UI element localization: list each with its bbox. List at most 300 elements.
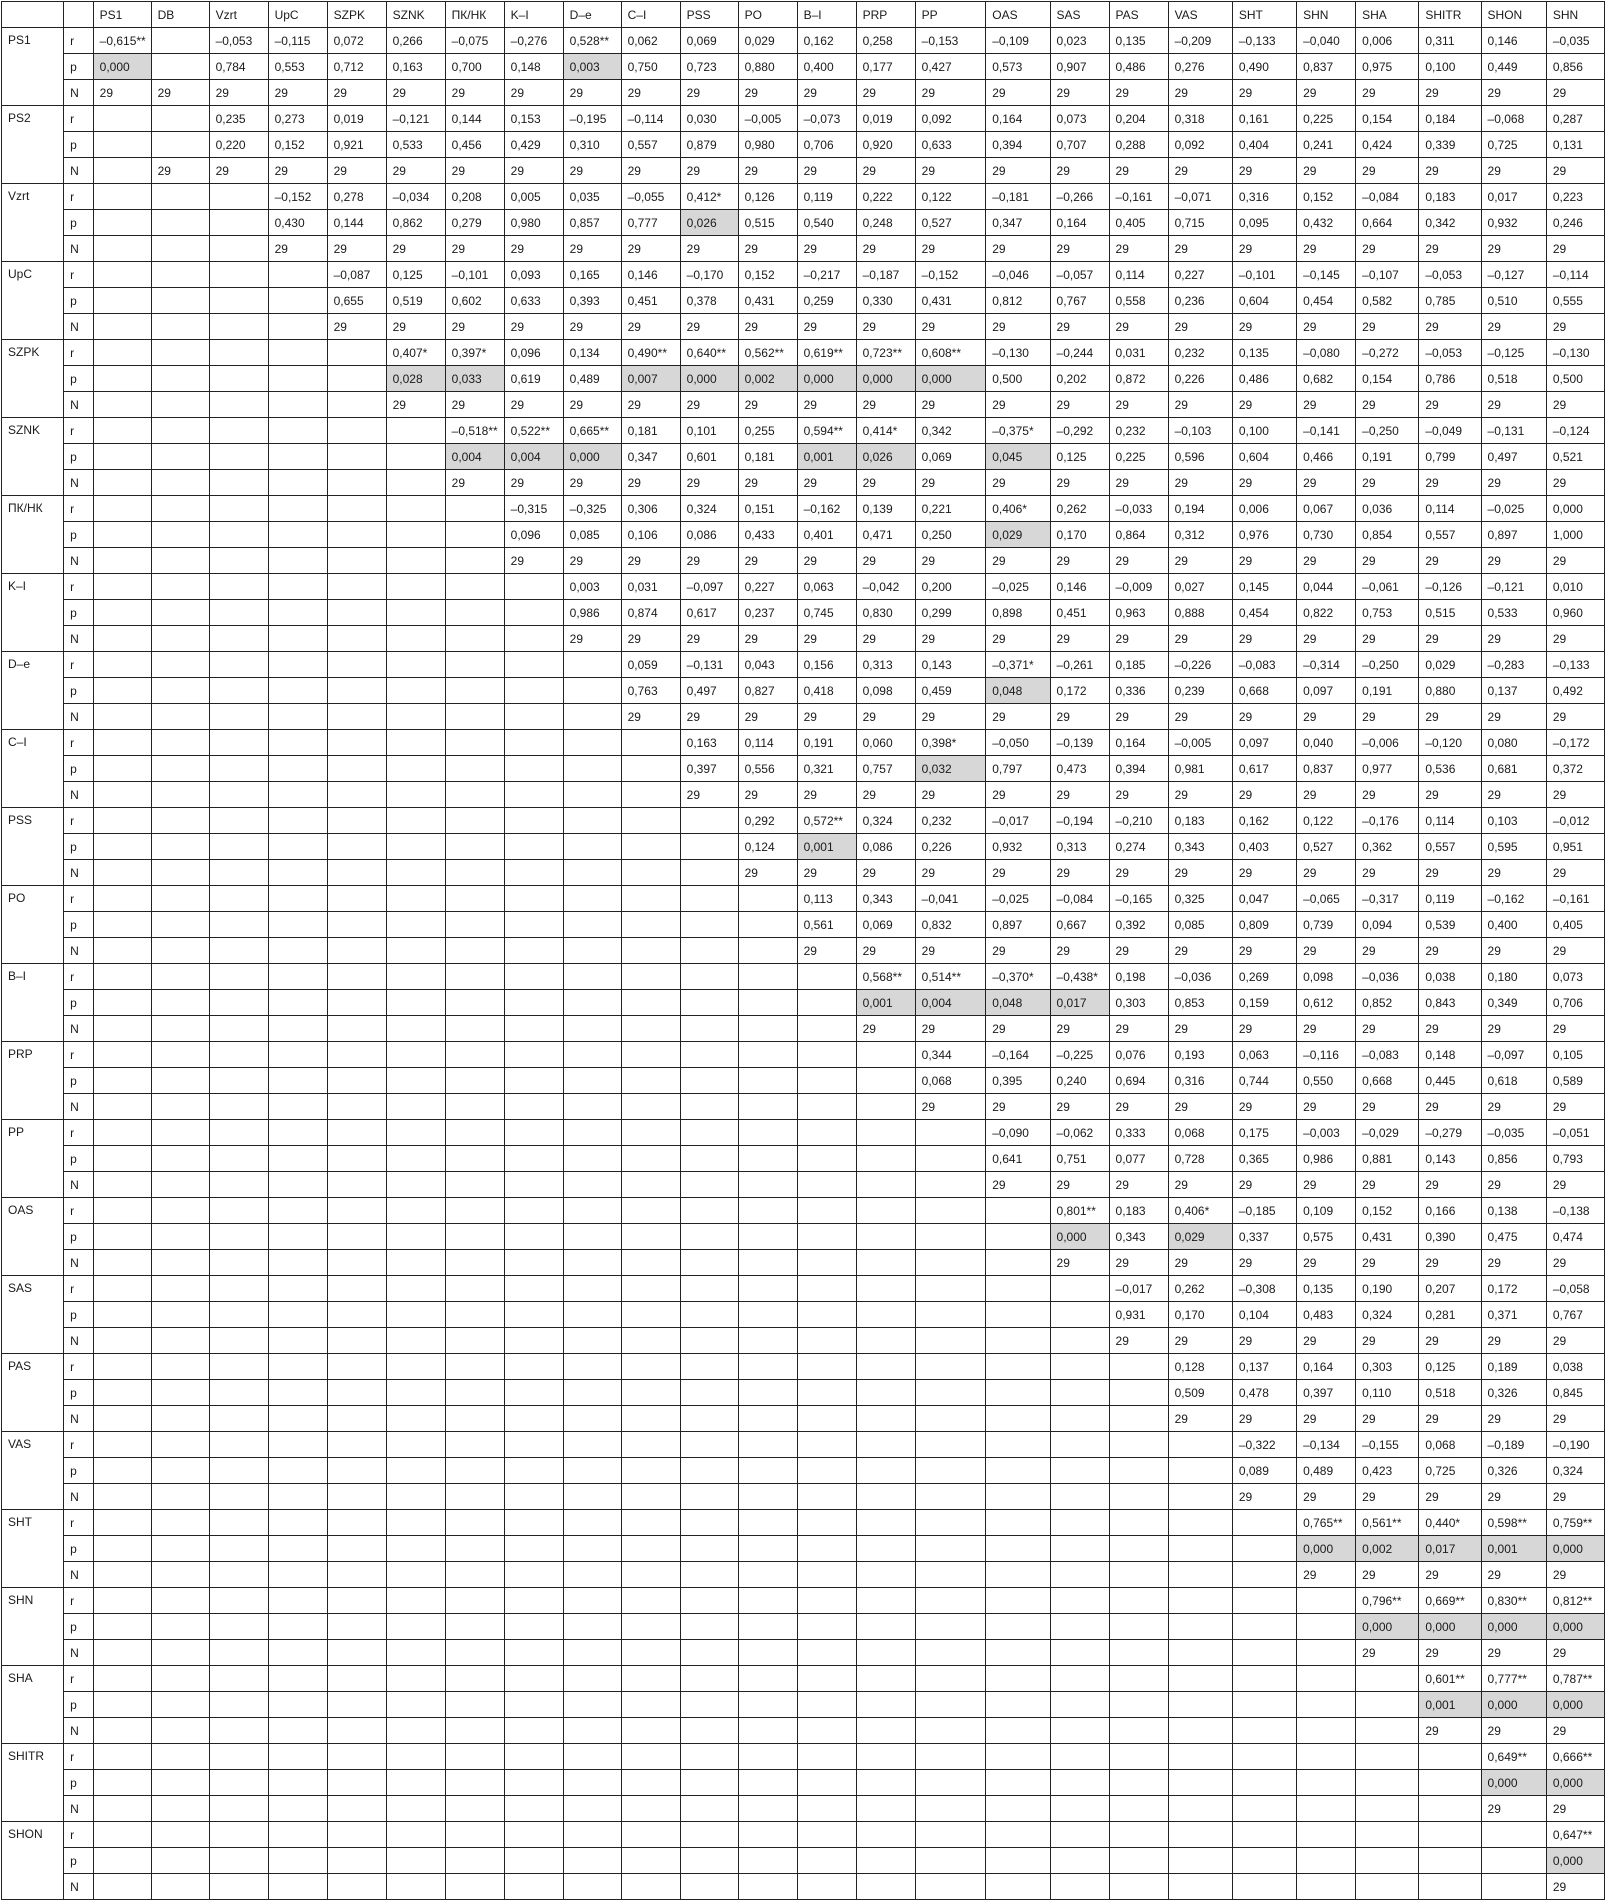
stat-type-label: p bbox=[64, 1614, 94, 1640]
value-cell bbox=[268, 1796, 327, 1822]
value-cell: 0,550 bbox=[1297, 1068, 1356, 1094]
value-cell: 0,343 bbox=[1109, 1224, 1168, 1250]
variable-label: Vzrt bbox=[2, 184, 64, 262]
value-cell bbox=[209, 1796, 268, 1822]
value-cell bbox=[504, 1250, 563, 1276]
value-cell: 0,641 bbox=[986, 1146, 1050, 1172]
value-cell: 0,522** bbox=[504, 418, 563, 444]
value-cell bbox=[856, 1276, 915, 1302]
value-cell bbox=[797, 1328, 856, 1354]
table-row bbox=[2, 1172, 1605, 1198]
value-cell bbox=[563, 1692, 621, 1718]
value-cell: 0,198 bbox=[1109, 964, 1168, 990]
value-cell bbox=[1109, 1588, 1168, 1614]
stat-type-label: N bbox=[64, 548, 94, 574]
variable-label: C–I bbox=[2, 730, 64, 808]
value-cell bbox=[1050, 1614, 1109, 1640]
value-cell bbox=[563, 730, 621, 756]
value-cell bbox=[797, 1094, 856, 1120]
value-cell bbox=[445, 626, 504, 652]
column-header: Vzrt bbox=[209, 2, 268, 28]
value-cell bbox=[445, 1718, 504, 1744]
value-cell: 0,063 bbox=[1232, 1042, 1296, 1068]
value-cell: 0,086 bbox=[856, 834, 915, 860]
value-cell bbox=[327, 808, 386, 834]
value-cell bbox=[1109, 1796, 1168, 1822]
value-cell bbox=[986, 1276, 1050, 1302]
value-cell bbox=[151, 1276, 209, 1302]
value-cell bbox=[209, 210, 268, 236]
value-cell bbox=[445, 522, 504, 548]
stat-type-label: r bbox=[64, 1042, 94, 1068]
value-cell bbox=[445, 860, 504, 886]
value-cell bbox=[563, 886, 621, 912]
value-cell bbox=[445, 730, 504, 756]
value-cell: –0,115 bbox=[268, 28, 327, 54]
value-cell: 0,004 bbox=[445, 444, 504, 470]
value-cell bbox=[209, 912, 268, 938]
value-cell: 29 bbox=[856, 704, 915, 730]
value-cell bbox=[327, 1120, 386, 1146]
value-cell: 0,492 bbox=[1546, 678, 1604, 704]
value-cell bbox=[797, 1484, 856, 1510]
value-cell: 29 bbox=[1419, 1172, 1481, 1198]
value-cell: –0,139 bbox=[1050, 730, 1109, 756]
value-cell: 29 bbox=[1050, 938, 1109, 964]
value-cell: 0,700 bbox=[445, 54, 504, 80]
value-cell bbox=[209, 1484, 268, 1510]
value-cell: 29 bbox=[327, 158, 386, 184]
value-cell bbox=[445, 1458, 504, 1484]
value-cell: 29 bbox=[327, 236, 386, 262]
value-cell bbox=[93, 392, 151, 418]
value-cell bbox=[621, 1692, 680, 1718]
value-cell: 29 bbox=[856, 470, 915, 496]
value-cell bbox=[856, 1770, 915, 1796]
value-cell: 0,048 bbox=[986, 678, 1050, 704]
value-cell: 29 bbox=[797, 548, 856, 574]
value-cell: 0,274 bbox=[1109, 834, 1168, 860]
table-row bbox=[2, 1458, 1605, 1484]
table-row bbox=[2, 418, 1605, 444]
value-cell bbox=[93, 1718, 151, 1744]
value-cell: –0,181 bbox=[986, 184, 1050, 210]
value-cell: 0,594** bbox=[797, 418, 856, 444]
value-cell: 29 bbox=[386, 392, 445, 418]
value-cell: 0,536 bbox=[1419, 756, 1481, 782]
value-cell bbox=[386, 990, 445, 1016]
stat-type-label: p bbox=[64, 990, 94, 1016]
value-cell: 0,707 bbox=[1050, 132, 1109, 158]
value-cell: 0,069 bbox=[680, 28, 738, 54]
value-cell: 29 bbox=[1109, 704, 1168, 730]
value-cell bbox=[1232, 1666, 1296, 1692]
value-cell bbox=[1168, 1484, 1232, 1510]
value-cell bbox=[986, 1432, 1050, 1458]
value-cell bbox=[504, 678, 563, 704]
value-cell: 0,777** bbox=[1481, 1666, 1546, 1692]
value-cell bbox=[680, 1094, 738, 1120]
value-cell bbox=[327, 1874, 386, 1900]
value-cell bbox=[386, 1224, 445, 1250]
value-cell: 0,617 bbox=[1232, 756, 1296, 782]
value-cell: 29 bbox=[563, 392, 621, 418]
value-cell: 29 bbox=[621, 80, 680, 106]
value-cell: 29 bbox=[797, 314, 856, 340]
value-cell: 0,097 bbox=[1232, 730, 1296, 756]
value-cell: 0,036 bbox=[1356, 496, 1419, 522]
value-cell: 0,750 bbox=[621, 54, 680, 80]
stat-type-label: p bbox=[64, 756, 94, 782]
value-cell: 29 bbox=[1356, 1484, 1419, 1510]
value-cell: 29 bbox=[797, 860, 856, 886]
value-cell: 29 bbox=[1297, 1484, 1356, 1510]
value-cell: 0,047 bbox=[1232, 886, 1296, 912]
value-cell bbox=[209, 1432, 268, 1458]
value-cell bbox=[986, 1380, 1050, 1406]
value-cell: –0,121 bbox=[1481, 574, 1546, 600]
table-row bbox=[2, 678, 1605, 704]
stat-type-label: r bbox=[64, 1276, 94, 1302]
value-cell bbox=[386, 496, 445, 522]
value-cell: 29 bbox=[1109, 1172, 1168, 1198]
value-cell: 0,515 bbox=[738, 210, 797, 236]
value-cell: 29 bbox=[1232, 470, 1296, 496]
value-cell: 29 bbox=[797, 938, 856, 964]
value-cell bbox=[563, 1146, 621, 1172]
value-cell: 0,134 bbox=[563, 340, 621, 366]
value-cell: –0,041 bbox=[915, 886, 986, 912]
value-cell bbox=[93, 236, 151, 262]
value-cell: 29 bbox=[1419, 1250, 1481, 1276]
value-cell bbox=[738, 886, 797, 912]
value-cell: 29 bbox=[1232, 1016, 1296, 1042]
value-cell bbox=[386, 1406, 445, 1432]
value-cell: 29 bbox=[1297, 1094, 1356, 1120]
value-cell: –0,017 bbox=[986, 808, 1050, 834]
value-cell: 29 bbox=[1297, 938, 1356, 964]
value-cell: 0,509 bbox=[1168, 1380, 1232, 1406]
value-cell bbox=[504, 1328, 563, 1354]
value-cell bbox=[327, 756, 386, 782]
value-cell: –0,141 bbox=[1297, 418, 1356, 444]
value-cell: –0,279 bbox=[1419, 1120, 1481, 1146]
value-cell bbox=[151, 886, 209, 912]
value-cell bbox=[621, 1510, 680, 1536]
value-cell bbox=[1168, 1614, 1232, 1640]
value-cell: –0,133 bbox=[1232, 28, 1296, 54]
value-cell bbox=[856, 1146, 915, 1172]
value-cell: 29 bbox=[986, 80, 1050, 106]
value-cell bbox=[386, 1484, 445, 1510]
value-cell: 29 bbox=[1419, 548, 1481, 574]
value-cell bbox=[738, 1770, 797, 1796]
value-cell: 29 bbox=[621, 158, 680, 184]
value-cell bbox=[1109, 1406, 1168, 1432]
value-cell bbox=[1356, 1770, 1419, 1796]
value-cell: 0,292 bbox=[738, 808, 797, 834]
value-cell bbox=[327, 860, 386, 886]
stat-type-label: r bbox=[64, 1510, 94, 1536]
value-cell: 0,000 bbox=[680, 366, 738, 392]
value-cell: –0,152 bbox=[268, 184, 327, 210]
value-cell bbox=[1050, 1692, 1109, 1718]
value-cell bbox=[386, 1016, 445, 1042]
value-cell: 29 bbox=[1546, 782, 1604, 808]
value-cell bbox=[563, 1770, 621, 1796]
value-cell bbox=[621, 1562, 680, 1588]
value-cell: 0,342 bbox=[1419, 210, 1481, 236]
value-cell: 0,095 bbox=[1232, 210, 1296, 236]
value-cell: 0,633 bbox=[504, 288, 563, 314]
table-row bbox=[2, 496, 1605, 522]
value-cell: 0,038 bbox=[1546, 1354, 1604, 1380]
table-row bbox=[2, 1302, 1605, 1328]
value-cell bbox=[504, 1744, 563, 1770]
value-cell bbox=[268, 782, 327, 808]
value-cell: 0,170 bbox=[1050, 522, 1109, 548]
stat-type-label: N bbox=[64, 1250, 94, 1276]
value-cell bbox=[563, 1432, 621, 1458]
value-cell: 0,069 bbox=[856, 912, 915, 938]
value-cell bbox=[1168, 1796, 1232, 1822]
value-cell bbox=[563, 1666, 621, 1692]
value-cell bbox=[93, 704, 151, 730]
value-cell bbox=[621, 1536, 680, 1562]
value-cell: 29 bbox=[915, 314, 986, 340]
value-cell: 0,561** bbox=[1356, 1510, 1419, 1536]
value-cell: –0,025 bbox=[1481, 496, 1546, 522]
value-cell: 0,872 bbox=[1109, 366, 1168, 392]
value-cell: 29 bbox=[1356, 782, 1419, 808]
value-cell: 0,152 bbox=[1356, 1198, 1419, 1224]
value-cell: 29 bbox=[1546, 1874, 1604, 1900]
value-cell bbox=[386, 912, 445, 938]
value-cell: 0,017 bbox=[1481, 184, 1546, 210]
stat-type-label: r bbox=[64, 652, 94, 678]
value-cell bbox=[504, 912, 563, 938]
value-cell bbox=[504, 1588, 563, 1614]
value-cell: 0,471 bbox=[856, 522, 915, 548]
value-cell bbox=[1356, 1822, 1419, 1848]
value-cell bbox=[386, 730, 445, 756]
value-cell bbox=[986, 1822, 1050, 1848]
value-cell bbox=[738, 1354, 797, 1380]
value-cell bbox=[268, 1250, 327, 1276]
value-cell bbox=[1109, 1874, 1168, 1900]
column-header: ПК/НК bbox=[445, 2, 504, 28]
value-cell bbox=[93, 1172, 151, 1198]
table-row bbox=[2, 444, 1605, 470]
value-cell bbox=[915, 1198, 986, 1224]
value-cell: –0,126 bbox=[1419, 574, 1481, 600]
value-cell bbox=[386, 1250, 445, 1276]
value-cell: 0,347 bbox=[621, 444, 680, 470]
value-cell: 0,165 bbox=[563, 262, 621, 288]
value-cell: 0,333 bbox=[1109, 1120, 1168, 1146]
value-cell: 29 bbox=[1297, 548, 1356, 574]
value-cell bbox=[445, 782, 504, 808]
value-cell: 29 bbox=[1481, 1640, 1546, 1666]
value-cell: 0,073 bbox=[1050, 106, 1109, 132]
value-cell: 0,237 bbox=[738, 600, 797, 626]
value-cell bbox=[386, 626, 445, 652]
value-cell bbox=[1109, 1770, 1168, 1796]
value-cell: 29 bbox=[915, 548, 986, 574]
value-cell: 0,694 bbox=[1109, 1068, 1168, 1094]
value-cell: 0,098 bbox=[856, 678, 915, 704]
value-cell: 29 bbox=[1546, 314, 1604, 340]
value-cell bbox=[797, 1510, 856, 1536]
value-cell bbox=[93, 834, 151, 860]
value-cell: 29 bbox=[1546, 704, 1604, 730]
value-cell: –0,125 bbox=[1481, 340, 1546, 366]
value-cell: 29 bbox=[797, 236, 856, 262]
value-cell bbox=[93, 1354, 151, 1380]
value-cell: –0,062 bbox=[1050, 1120, 1109, 1146]
value-cell: 0,125 bbox=[1419, 1354, 1481, 1380]
value-cell: –0,317 bbox=[1356, 886, 1419, 912]
value-cell bbox=[445, 1562, 504, 1588]
value-cell: 29 bbox=[1050, 314, 1109, 340]
value-cell bbox=[209, 470, 268, 496]
value-cell: 0,337 bbox=[1232, 1224, 1296, 1250]
value-cell: 0,793 bbox=[1546, 1146, 1604, 1172]
value-cell: 29 bbox=[1546, 1484, 1604, 1510]
value-cell: 29 bbox=[1481, 236, 1546, 262]
value-cell: 29 bbox=[1297, 1328, 1356, 1354]
value-cell bbox=[386, 600, 445, 626]
value-cell: 0,852 bbox=[1356, 990, 1419, 1016]
value-cell: –0,370* bbox=[986, 964, 1050, 990]
value-cell bbox=[445, 1822, 504, 1848]
value-cell bbox=[151, 444, 209, 470]
value-cell bbox=[327, 678, 386, 704]
value-cell: 29 bbox=[1481, 158, 1546, 184]
value-cell bbox=[151, 834, 209, 860]
value-cell: 29 bbox=[680, 158, 738, 184]
value-cell: 29 bbox=[504, 80, 563, 106]
value-cell: 0,019 bbox=[856, 106, 915, 132]
value-cell: 0,038 bbox=[1419, 964, 1481, 990]
stat-type-label: r bbox=[64, 730, 94, 756]
value-cell: 0,324 bbox=[680, 496, 738, 522]
value-cell bbox=[856, 1744, 915, 1770]
stat-type-label: r bbox=[64, 1432, 94, 1458]
value-cell: 0,248 bbox=[856, 210, 915, 236]
value-cell bbox=[680, 1536, 738, 1562]
value-cell bbox=[797, 1172, 856, 1198]
value-cell: 0,006 bbox=[1232, 496, 1296, 522]
stat-type-label: N bbox=[64, 314, 94, 340]
value-cell bbox=[621, 1744, 680, 1770]
value-cell: 0,080 bbox=[1481, 730, 1546, 756]
value-cell: –0,127 bbox=[1481, 262, 1546, 288]
table-row bbox=[2, 1510, 1605, 1536]
value-cell bbox=[93, 964, 151, 990]
column-header: PP bbox=[915, 2, 986, 28]
value-cell: 29 bbox=[445, 236, 504, 262]
value-cell bbox=[445, 574, 504, 600]
value-cell bbox=[856, 1432, 915, 1458]
value-cell: 0,881 bbox=[1356, 1146, 1419, 1172]
value-cell bbox=[1109, 1744, 1168, 1770]
value-cell bbox=[151, 1380, 209, 1406]
value-cell bbox=[1050, 1744, 1109, 1770]
value-cell: 29 bbox=[986, 470, 1050, 496]
value-cell bbox=[327, 1406, 386, 1432]
value-cell bbox=[445, 1874, 504, 1900]
stat-type-label: p bbox=[64, 1536, 94, 1562]
value-cell: 0,514** bbox=[915, 964, 986, 990]
value-cell: 29 bbox=[1356, 1562, 1419, 1588]
value-cell bbox=[504, 1198, 563, 1224]
value-cell: 0,454 bbox=[1232, 600, 1296, 626]
value-cell: 29 bbox=[986, 1016, 1050, 1042]
value-cell bbox=[1419, 1770, 1481, 1796]
value-cell: 0,393 bbox=[563, 288, 621, 314]
value-cell: 29 bbox=[915, 392, 986, 418]
variable-label: SAS bbox=[2, 1276, 64, 1354]
value-cell: 29 bbox=[1481, 1796, 1546, 1822]
value-cell: 29 bbox=[915, 1094, 986, 1120]
value-cell bbox=[151, 1172, 209, 1198]
value-cell: 29 bbox=[856, 236, 915, 262]
value-cell: 29 bbox=[1168, 1016, 1232, 1042]
table-row bbox=[2, 1536, 1605, 1562]
value-cell: 29 bbox=[797, 80, 856, 106]
value-cell: 0,067 bbox=[1297, 496, 1356, 522]
value-cell: 0,146 bbox=[1050, 574, 1109, 600]
value-cell: 0,138 bbox=[1481, 1198, 1546, 1224]
stat-type-label: r bbox=[64, 574, 94, 600]
value-cell bbox=[445, 1146, 504, 1172]
value-cell bbox=[327, 1172, 386, 1198]
value-cell: –0,185 bbox=[1232, 1198, 1296, 1224]
value-cell bbox=[209, 262, 268, 288]
value-cell bbox=[268, 1744, 327, 1770]
value-cell bbox=[151, 808, 209, 834]
value-cell bbox=[563, 964, 621, 990]
value-cell: 29 bbox=[1419, 938, 1481, 964]
value-cell bbox=[504, 1406, 563, 1432]
value-cell bbox=[621, 1588, 680, 1614]
value-cell: –0,107 bbox=[1356, 262, 1419, 288]
value-cell: 0,490** bbox=[621, 340, 680, 366]
value-cell bbox=[1109, 1536, 1168, 1562]
value-cell bbox=[1232, 1510, 1296, 1536]
value-cell bbox=[1050, 1276, 1109, 1302]
value-cell bbox=[151, 678, 209, 704]
value-cell bbox=[504, 704, 563, 730]
value-cell: –0,190 bbox=[1546, 1432, 1604, 1458]
value-cell: 0,451 bbox=[621, 288, 680, 314]
value-cell bbox=[563, 1276, 621, 1302]
value-cell: 29 bbox=[738, 80, 797, 106]
value-cell bbox=[386, 1172, 445, 1198]
value-cell: –0,172 bbox=[1546, 730, 1604, 756]
value-cell: –0,087 bbox=[327, 262, 386, 288]
value-cell: 0,557 bbox=[621, 132, 680, 158]
stat-type-label: r bbox=[64, 1744, 94, 1770]
value-cell bbox=[1168, 1536, 1232, 1562]
value-cell bbox=[327, 1042, 386, 1068]
value-cell bbox=[1109, 1692, 1168, 1718]
value-cell bbox=[504, 1510, 563, 1536]
value-cell bbox=[445, 1198, 504, 1224]
value-cell bbox=[268, 392, 327, 418]
value-cell: 29 bbox=[1481, 80, 1546, 106]
